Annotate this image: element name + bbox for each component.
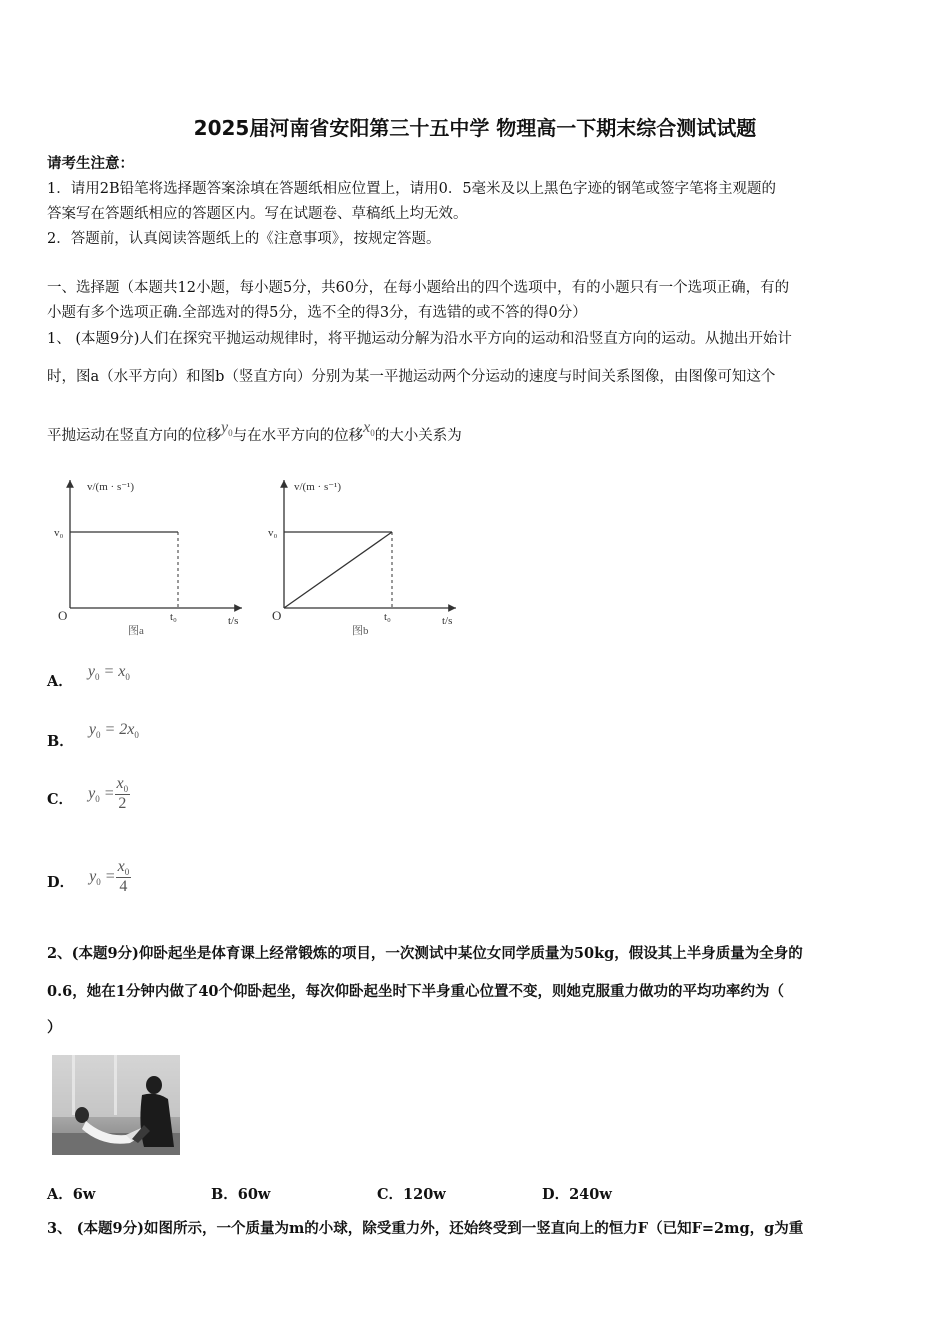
situp-photo — [52, 1055, 180, 1155]
graph-b-caption: 图b — [352, 625, 369, 637]
graph-a-origin: O — [58, 608, 68, 623]
q1-line-3 — [47, 419, 462, 446]
q2-line-2: 0.6，她在1分钟内做了40个仰卧起坐，每次仰卧起坐时下半身重心位置不变，则她克服重力做功的平均功率约为（ — [47, 983, 784, 1000]
q1-line-2: 时，图a（水平方向）和图b（竖直方向）分别为某一平抛运动两个分运动的速度与时间关系图像，由图像可知这个 — [47, 369, 776, 385]
graph-a-t0: t₀ — [170, 611, 177, 623]
graph-b-ylabel: v/(m · s⁻¹) — [294, 481, 341, 493]
x0-symbol: $x_0$ — [363, 419, 375, 439]
y0-symbol: $y_0$ — [221, 419, 233, 439]
graph-a-caption: 图a — [128, 625, 144, 637]
q1-option-d[interactable]: D． $y_0$ = $\frac{x_0}{4}$ — [47, 858, 130, 896]
option-b-expr: $y_0 = 2x_0$ — [88, 721, 139, 741]
notice-heading: 请考生注意： — [47, 155, 134, 172]
option-a-expr: $y_0 = x_0$ — [87, 663, 130, 683]
page-title: 2025届河南省安阳第三十五中学 物理高一下期末综合测试试题 — [193, 116, 757, 140]
q2-option-d[interactable]: D．240w — [542, 1186, 612, 1203]
section-line-2: 小题有多个选项正确.全部选对的得5分，选不全的得3分，有选错的或不答的得0分） — [47, 305, 587, 321]
graph-b-v0: v₀ — [268, 527, 278, 539]
graph-a-xlabel: t/s — [228, 615, 239, 627]
option-c-expr: $y_0$ = $\frac{x_0}{2}$ — [88, 775, 129, 813]
graph-a-v0: v₀ — [54, 527, 64, 539]
option-d-expr: $y_0$ = $\frac{x_0}{4}$ — [89, 858, 130, 896]
graph-b-xlabel: t/s — [442, 615, 453, 627]
graph-a — [50, 470, 250, 640]
graph-b-velocity-line — [284, 532, 392, 608]
q1-line-1: 1、 (本题9分)人们在探究平抛运动规律时，将平抛运动分解为沿水平方向的运动和沿竖直方向的运动。从抛出开始计 — [47, 331, 792, 347]
q1-line-3c: 的大小关系为 — [374, 428, 462, 444]
q1-option-a[interactable]: A． $y_0 = x_0$ — [47, 663, 130, 690]
section-line-1: 一、选择题（本题共12小题，每小题5分，共60分，在每小题给出的四个选项中，有的小题只有一个选项正确，有的 — [47, 280, 790, 296]
q1-option-b[interactable]: B． $y_0 = 2x_0$ — [47, 721, 139, 750]
q1-line-3a: 平抛运动在竖直方向的位移 — [47, 428, 221, 444]
graph-b — [264, 470, 464, 640]
q2-option-a[interactable]: A．6w — [47, 1186, 96, 1203]
q2-line-3: ） — [47, 1019, 62, 1036]
q1-option-c[interactable]: C． $y_0$ = $\frac{x_0}{2}$ — [47, 775, 129, 813]
graph-b-t0: t₀ — [384, 611, 391, 623]
notice-line-2: 2．答题前，认真阅读答题纸上的《注意事项》，按规定答题。 — [47, 231, 441, 247]
q1-line-3b: 与在水平方向的位移 — [232, 428, 364, 444]
q2-option-c[interactable]: C．120w — [377, 1186, 446, 1203]
graph-b-origin: O — [272, 608, 282, 623]
notice-line-1a: 1．请用2B铅笔将选择题答案涂填在答题纸相应位置上，请用0．5毫米及以上黑色字迹的钢笔或签字笔将主观题的 — [47, 181, 777, 197]
notice-line-1b: 答案写在答题纸相应的答题区内。写在试题卷、草稿纸上均无效。 — [47, 206, 468, 222]
q2-option-b[interactable]: B．60w — [211, 1186, 271, 1203]
q3-line-1: 3、 (本题9分)如图所示，一个质量为m的小球，除受重力外，还始终受到一竖直向上的恒力F（已知F=2mg，g为重 — [47, 1220, 804, 1237]
q2-line-1: 2、(本题9分)仰卧起坐是体育课上经常锻炼的项目，一次测试中某位女同学质量为50kg，假设其上半身质量为全身的 — [47, 945, 803, 962]
graph-a-ylabel: v/(m · s⁻¹) — [87, 481, 134, 493]
